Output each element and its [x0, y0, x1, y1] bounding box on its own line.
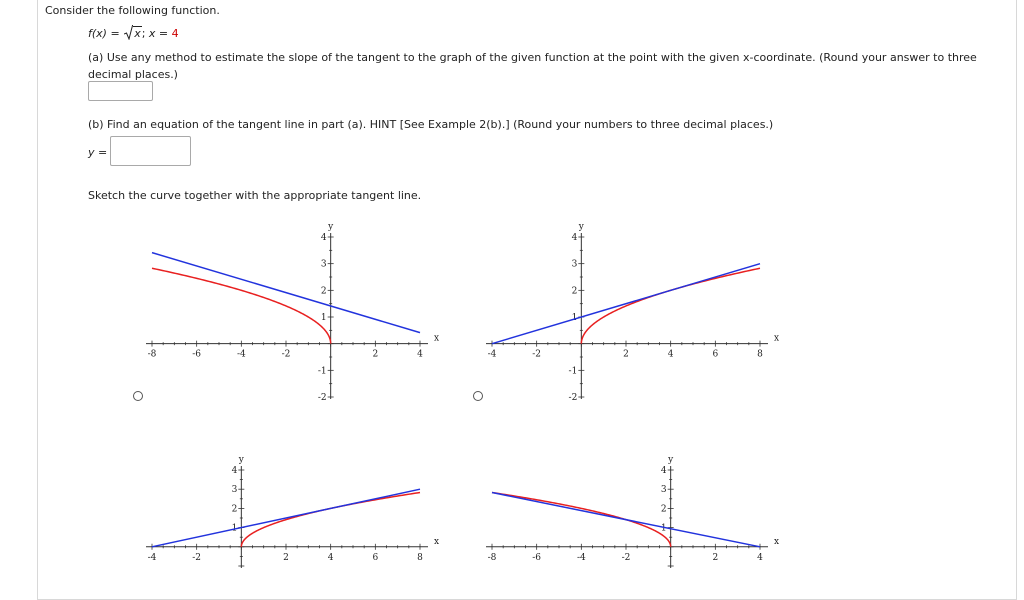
- function-radicand: x: [134, 27, 141, 40]
- x-tick-label: 8: [757, 349, 763, 360]
- x-axis-label: x: [774, 536, 780, 547]
- x-tick-label: 2: [623, 349, 629, 360]
- y-axis-label: y: [328, 222, 334, 232]
- x-tick-label: 2: [372, 349, 379, 360]
- y-tick-label: -2: [568, 393, 578, 403]
- x-tick-label: -8: [487, 552, 497, 563]
- part-b-text: (b) Find an equation of the tangent line in part (a). HINT [See Example 2(b).] (Round your numbers to three decimal places.): [88, 118, 774, 131]
- x-tick-label: -2: [192, 552, 202, 563]
- x-tick-label: -4: [487, 349, 497, 360]
- y-tick-label: 2: [320, 286, 327, 297]
- y-tick-label: 1: [231, 523, 238, 534]
- x-axis-label: x: [774, 333, 780, 344]
- x-tick-label: 6: [712, 349, 719, 360]
- y-tick-label: 2: [571, 286, 578, 297]
- y-tick-label: 1: [571, 313, 578, 323]
- x-tick-label: 4: [417, 349, 423, 360]
- y-tick-label: 4: [660, 466, 667, 476]
- x-tick-label: -4: [576, 552, 586, 563]
- y-axis-label: y: [668, 455, 674, 465]
- y-tick-label: 3: [660, 485, 667, 496]
- y-tick-label: -1: [568, 366, 578, 377]
- x-tick-label: -8: [147, 349, 157, 360]
- x-tick-label: 8: [417, 552, 423, 563]
- x-tick-label: 2: [712, 552, 719, 563]
- y-tick-label: 1: [320, 313, 327, 323]
- part-a-text-line2: decimal places.): [88, 68, 178, 81]
- y-tick-label: 3: [320, 259, 327, 270]
- x-axis-label: x: [434, 333, 440, 344]
- x-tick-label: -6: [192, 349, 202, 360]
- y-axis-label: y: [238, 455, 244, 465]
- y-tick-label: -1: [317, 366, 327, 377]
- function-sep: ;: [141, 27, 149, 40]
- y-tick-label: -2: [317, 393, 327, 403]
- y-tick-label: 2: [660, 504, 667, 515]
- function-lhs: f(x) =: [88, 27, 124, 40]
- x-tick-label: 4: [757, 552, 763, 563]
- x-axis-label: x: [434, 536, 440, 547]
- x-value: 4: [171, 27, 179, 40]
- x-tick-label: -2: [621, 552, 631, 563]
- question-intro: Consider the following function.: [45, 4, 220, 17]
- y-tick-label: 3: [231, 485, 238, 496]
- x-tick-label: 6: [372, 552, 379, 563]
- tangent-line: [492, 493, 760, 547]
- y-tick-label: 1: [660, 523, 667, 534]
- x-tick-label: -2: [281, 349, 291, 360]
- y-tick-label: 4: [320, 233, 327, 243]
- x-tick-label: -4: [236, 349, 246, 360]
- y-axis-label: y: [578, 222, 584, 232]
- x-tick-label: -4: [147, 552, 157, 563]
- y-tick-label: 2: [231, 504, 238, 515]
- x-label: x =: [148, 27, 172, 40]
- x-tick-label: 2: [283, 552, 289, 563]
- x-tick-label: -2: [532, 349, 542, 360]
- y-equals-label: y =: [88, 146, 108, 159]
- part-a-text-line1: (a) Use any method to estimate the slope of the tangent to the graph of the given function at the point with the given x-coordinate. (Round your answer to three: [88, 51, 977, 64]
- function-curve: [492, 492, 671, 546]
- sketch-prompt: Sketch the curve together with the appropriate tangent line.: [88, 189, 422, 202]
- x-tick-label: 4: [327, 552, 334, 563]
- y-tick-label: 4: [571, 233, 578, 243]
- y-tick-label: 4: [231, 466, 238, 476]
- x-tick-label: 4: [667, 349, 674, 360]
- x-tick-label: -6: [532, 552, 542, 563]
- y-tick-label: 3: [571, 259, 578, 270]
